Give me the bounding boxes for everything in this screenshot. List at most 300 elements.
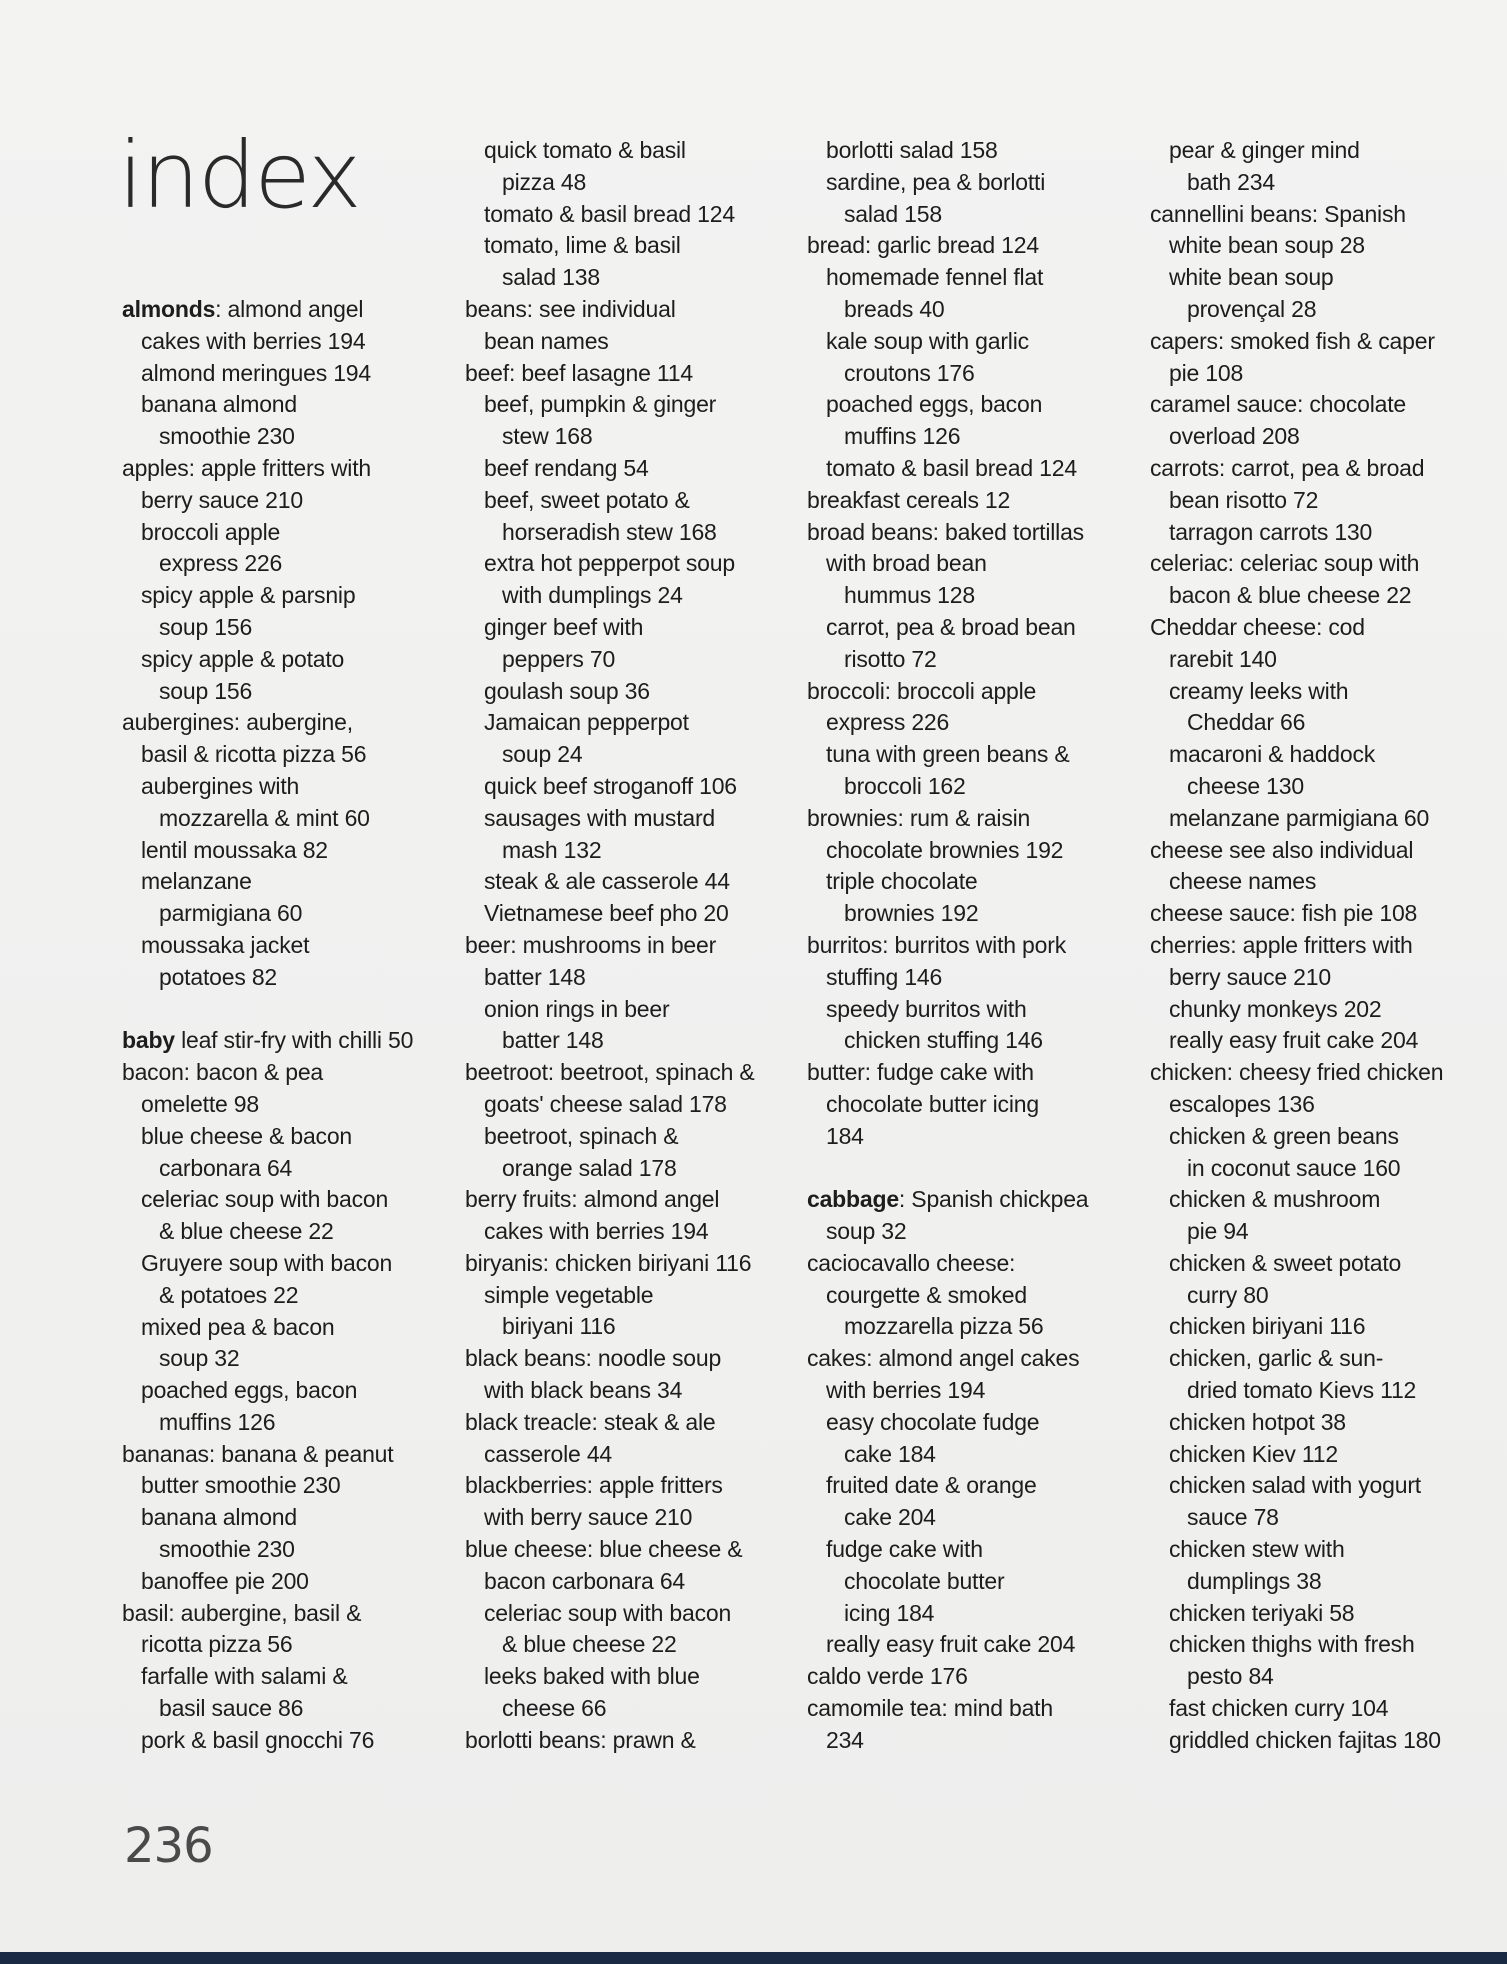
index-subentry [807, 739, 1137, 771]
index-subentry [465, 548, 795, 580]
entry-text: chicken stuffing 146 [844, 1027, 1043, 1054]
entry-text: quick beef stroganoff 106 [484, 772, 737, 799]
index-subentry [465, 389, 795, 421]
entry-text: chicken salad with yogurt [1169, 1472, 1421, 1499]
entry-text: chicken biriyani 116 [1169, 1313, 1366, 1340]
index-subentry [1150, 1661, 1480, 1693]
index-subentry [807, 1725, 1137, 1757]
index-subentry [807, 1439, 1137, 1471]
section-gap [122, 994, 452, 1026]
entry-text: stew 168 [502, 423, 593, 450]
entry-text: cherries: apple fritters with [1150, 931, 1413, 958]
entry-text: cheese 66 [502, 1695, 607, 1722]
index-subentry [122, 803, 452, 835]
index-subentry [465, 1280, 795, 1312]
entry-text: broad beans: baked tortillas [807, 518, 1084, 545]
entry-text: chicken thighs with fresh [1169, 1631, 1415, 1658]
index-subentry [122, 1184, 452, 1216]
index-subentry [807, 1121, 1137, 1153]
index-subentry [465, 1311, 795, 1343]
entry-text: icing 184 [844, 1599, 935, 1626]
index-subentry [465, 612, 795, 644]
index-subentry [1150, 421, 1480, 453]
entry-text: caramel sauce: chocolate [1150, 391, 1407, 418]
entry-text: Vietnamese beef pho 20 [484, 900, 729, 927]
index-subentry [122, 1343, 452, 1375]
entry-text: camomile tea: mind bath [807, 1695, 1053, 1722]
index-subentry [1150, 1343, 1480, 1375]
index-subentry [807, 1375, 1137, 1407]
entry-text: with dumplings 24 [502, 582, 683, 609]
index-subentry [122, 580, 452, 612]
index-subentry [1150, 262, 1480, 294]
index-subentry [465, 1375, 795, 1407]
index-subentry [465, 453, 795, 485]
section-keyword: baby [122, 1027, 175, 1054]
index-subentry [122, 517, 452, 549]
entry-text: sardine, pea & borlotti [826, 168, 1046, 195]
index-entry [465, 1057, 795, 1089]
entry-text: soup 156 [159, 677, 253, 704]
index-entry [807, 1693, 1137, 1725]
index-entry [465, 1248, 795, 1280]
entry-text: beef, sweet potato & [484, 486, 690, 513]
entry-text: escalopes 136 [1169, 1090, 1315, 1117]
entry-text: carrots: carrot, pea & broad [1150, 454, 1425, 481]
index-entry [122, 707, 452, 739]
entry-text: cakes with berries 194 [141, 327, 366, 354]
entry-text: basil sauce 86 [159, 1695, 304, 1722]
index-subentry [122, 1693, 452, 1725]
index-subentry [122, 1089, 452, 1121]
index-entry [807, 930, 1137, 962]
entry-text: poached eggs, bacon [826, 391, 1043, 418]
entry-text: sauce 78 [1187, 1504, 1279, 1531]
index-subentry [1150, 676, 1480, 708]
entry-text: bread: garlic bread 124 [807, 232, 1039, 259]
entry-text: beetroot, spinach & [484, 1122, 679, 1149]
index-entry [465, 1407, 795, 1439]
entry-text: macaroni & haddock [1169, 741, 1376, 768]
entry-text: mozzarella & mint 60 [159, 804, 370, 831]
entry-text: chocolate butter icing [826, 1090, 1039, 1117]
index-subentry [465, 803, 795, 835]
index-subentry [465, 580, 795, 612]
index-subentry [122, 1375, 452, 1407]
entry-text: Cheddar 66 [1187, 709, 1306, 736]
entry-text: with berry sauce 210 [484, 1504, 693, 1531]
entry-text: chicken teriyaki 58 [1169, 1599, 1355, 1626]
index-subentry [465, 1216, 795, 1248]
index-subentry [122, 676, 452, 708]
entry-text: tomato, lime & basil [484, 232, 681, 259]
index-entry [465, 930, 795, 962]
index-subentry [465, 1502, 795, 1534]
entry-text: chicken: cheesy fried chicken [1150, 1059, 1444, 1086]
entry-text: 184 [826, 1122, 864, 1149]
entry-text: chunky monkeys 202 [1169, 995, 1382, 1022]
entry-text: cake 184 [844, 1440, 936, 1467]
index-subentry [465, 421, 795, 453]
index-subentry [465, 771, 795, 803]
section-keyword: cabbage [807, 1186, 899, 1213]
entry-text: butter smoothie 230 [141, 1472, 341, 1499]
entry-text: dumplings 38 [1187, 1567, 1322, 1594]
entry-text: chicken hotpot 38 [1169, 1408, 1346, 1435]
index-subentry [1150, 771, 1480, 803]
index-subentry [465, 135, 795, 167]
index-subentry [1150, 1407, 1480, 1439]
entry-text: celeriac soup with bacon [484, 1599, 732, 1626]
index-subentry [465, 199, 795, 231]
entry-text: biriyani 116 [502, 1313, 616, 1340]
entry-text: easy chocolate fudge [826, 1408, 1040, 1435]
entry-text: banana almond [141, 1504, 297, 1531]
index-subentry [1150, 1534, 1480, 1566]
entry-text: beef, pumpkin & ginger [484, 391, 717, 418]
entry-text: speedy burritos with [826, 995, 1027, 1022]
index-entry [465, 294, 795, 326]
index-subentry [465, 962, 795, 994]
entry-text: chocolate butter [844, 1567, 1005, 1594]
index-column-2 [465, 135, 795, 1757]
index-subentry [1150, 1470, 1480, 1502]
entry-text: biryanis: chicken biriyani 116 [465, 1249, 752, 1276]
index-subentry [122, 1629, 452, 1661]
index-entry [122, 453, 452, 485]
entry-text: & blue cheese 22 [159, 1218, 334, 1245]
index-subentry [122, 962, 452, 994]
index-subentry [465, 1661, 795, 1693]
entry-text: borlotti salad 158 [826, 137, 998, 163]
entry-text: 234 [826, 1726, 864, 1753]
entry-text: steak & ale casserole 44 [484, 868, 730, 895]
entry-text: spicy apple & potato [141, 645, 345, 672]
entry-text: blackberries: apple fritters [465, 1472, 723, 1499]
index-subentry [465, 230, 795, 262]
index-subentry [807, 199, 1137, 231]
entry-text: pizza 48 [502, 168, 587, 195]
entry-text: extra hot pepperpot soup [484, 550, 735, 577]
index-subentry [807, 548, 1137, 580]
entry-text: casserole 44 [484, 1440, 613, 1467]
entry-text: bean risotto 72 [1169, 486, 1319, 513]
entry-text: cheese sauce: fish pie 108 [1150, 900, 1418, 927]
entry-text: broccoli 162 [844, 772, 966, 799]
index-subentry [1150, 1502, 1480, 1534]
index-entry [807, 517, 1137, 549]
entry-text: carrot, pea & broad bean [826, 613, 1076, 640]
entry-text: basil & ricotta pizza 56 [141, 741, 367, 768]
entry-text: basil: aubergine, basil & [122, 1599, 362, 1626]
entry-text: caldo verde 176 [807, 1663, 968, 1690]
entry-text: croutons 176 [844, 359, 975, 386]
entry-text: sausages with mustard [484, 804, 716, 831]
index-subentry [465, 1566, 795, 1598]
entry-text: kale soup with garlic [826, 327, 1029, 354]
index-subentry [807, 326, 1137, 358]
entry-text: with broad bean [826, 550, 987, 577]
entry-text: tuna with green beans & [826, 741, 1070, 768]
index-entry [807, 803, 1137, 835]
entry-text: capers: smoked fish & caper [1150, 327, 1435, 354]
index-subentry [1150, 1598, 1480, 1630]
index-subentry [807, 1311, 1137, 1343]
index-subentry [1150, 1693, 1480, 1725]
index-subentry [465, 517, 795, 549]
index-entry [807, 1057, 1137, 1089]
index-subentry [1150, 230, 1480, 262]
entry-text: farfalle with salami & [141, 1663, 348, 1690]
entry-text: griddled chicken fajitas 180 [1169, 1726, 1441, 1753]
index-subentry [807, 1216, 1137, 1248]
entry-text: in coconut sauce 160 [1187, 1154, 1401, 1181]
entry-text: curry 80 [1187, 1281, 1269, 1308]
index-subentry [465, 707, 795, 739]
index-entry [807, 1248, 1137, 1280]
entry-text: moussaka jacket [141, 931, 310, 958]
entry-text: provençal 28 [1187, 295, 1317, 322]
entry-text: horseradish stew 168 [502, 518, 717, 545]
entry-text: lentil moussaka 82 [141, 836, 328, 863]
entry-text: aubergines with [141, 772, 300, 799]
entry-text: beans: see individual [465, 295, 676, 322]
index-subentry [807, 644, 1137, 676]
index-entry [122, 294, 452, 326]
entry-text: potatoes 82 [159, 963, 278, 990]
index-subentry [465, 1121, 795, 1153]
entry-text: bacon & blue cheese 22 [1169, 582, 1412, 609]
entry-text: peppers 70 [502, 645, 616, 672]
index-subentry [1150, 1089, 1480, 1121]
entry-text: apples: apple fritters with [122, 454, 372, 481]
entry-text: black beans: noodle soup [465, 1345, 722, 1372]
entry-text: cheese see also individual [1150, 836, 1414, 863]
entry-text: breads 40 [844, 295, 945, 322]
entry-text: fast chicken curry 104 [1169, 1695, 1389, 1722]
index-subentry [807, 771, 1137, 803]
entry-text: pork & basil gnocchi 76 [141, 1726, 375, 1753]
entry-text: poached eggs, bacon [141, 1377, 358, 1404]
index-subentry [1150, 1216, 1480, 1248]
index-subentry [122, 866, 452, 898]
index-subentry [807, 389, 1137, 421]
index-subentry [807, 1598, 1137, 1630]
entry-text: cakes with berries 194 [484, 1218, 709, 1245]
entry-text: express 226 [159, 550, 283, 577]
index-subentry [465, 326, 795, 358]
entry-text: parmigiana 60 [159, 900, 303, 927]
entry-text: beetroot: beetroot, spinach & [465, 1059, 755, 1086]
index-subentry [1150, 803, 1480, 835]
entry-text: bananas: banana & peanut [122, 1440, 394, 1467]
index-entry [807, 1184, 1137, 1216]
index-subentry [807, 898, 1137, 930]
entry-text: bacon: bacon & pea [122, 1059, 324, 1086]
entry-text: pie 94 [1187, 1218, 1249, 1245]
entry-text: Jamaican pepperpot [484, 709, 689, 736]
index-subentry [1150, 167, 1480, 199]
entry-text: pie 108 [1169, 359, 1244, 386]
entry-text: mixed pea & bacon [141, 1313, 335, 1340]
entry-text: berry sauce 210 [1169, 963, 1331, 990]
index-subentry [122, 485, 452, 517]
entry-text: fruited date & orange [826, 1472, 1037, 1499]
index-subentry [465, 739, 795, 771]
entry-text: salad 138 [502, 264, 600, 291]
index-entry [122, 1598, 452, 1630]
entry-text: melanzane parmigiana 60 [1169, 804, 1430, 831]
entry-text: rarebit 140 [1169, 645, 1277, 672]
index-subentry [1150, 1121, 1480, 1153]
index-entry [1150, 199, 1480, 231]
entry-text: cheese names [1169, 868, 1317, 895]
entry-text: & blue cheese 22 [502, 1631, 677, 1658]
index-subentry [1150, 994, 1480, 1026]
index-subentry [1150, 517, 1480, 549]
index-subentry [122, 548, 452, 580]
index-subentry [122, 1502, 452, 1534]
entry-text: blue cheese: blue cheese & [465, 1536, 743, 1563]
entry-text: express 226 [826, 709, 950, 736]
index-subentry [807, 294, 1137, 326]
index-subentry [1150, 135, 1480, 167]
index-subentry [1150, 707, 1480, 739]
entry-text: bean names [484, 327, 609, 354]
index-entry [465, 1534, 795, 1566]
index-entry [122, 1057, 452, 1089]
entry-text: leeks baked with blue [484, 1663, 700, 1690]
index-entry [1150, 389, 1480, 421]
index-subentry [807, 1089, 1137, 1121]
index-subentry [1150, 358, 1480, 390]
index-subentry [807, 262, 1137, 294]
entry-text: chicken & green beans [1169, 1122, 1399, 1149]
index-subentry [122, 1566, 452, 1598]
entry-text: with berries 194 [826, 1377, 986, 1404]
entry-text: really easy fruit cake 204 [826, 1631, 1076, 1658]
page-edge-strip [0, 1952, 1507, 1964]
index-subentry [1150, 1025, 1480, 1057]
entry-text: bacon carbonara 64 [484, 1567, 685, 1594]
index-subentry [807, 1470, 1137, 1502]
entry-text: dried tomato Kievs 112 [1187, 1377, 1417, 1404]
entry-text: celeriac: celeriac soup with [1150, 550, 1420, 577]
index-subentry [122, 612, 452, 644]
entry-text: courgette & smoked [826, 1281, 1027, 1308]
entry-text: fudge cake with [826, 1536, 983, 1563]
entry-text: orange salad 178 [502, 1154, 677, 1181]
entry-text: : Spanish chickpea [898, 1186, 1089, 1213]
index-subentry [465, 676, 795, 708]
index-subentry [1150, 644, 1480, 676]
index-subentry [465, 1439, 795, 1471]
index-subentry [122, 358, 452, 390]
index-subentry [1150, 962, 1480, 994]
index-entry [465, 358, 795, 390]
entry-text: with black beans 34 [484, 1377, 683, 1404]
index-subentry [807, 135, 1137, 167]
entry-text: chocolate brownies 192 [826, 836, 1064, 863]
index-column-4 [1150, 135, 1480, 1757]
index-subentry [122, 930, 452, 962]
index-subentry [807, 994, 1137, 1026]
index-subentry [1150, 580, 1480, 612]
index-subentry [122, 739, 452, 771]
entry-text: celeriac soup with bacon [141, 1186, 389, 1213]
index-entry [807, 485, 1137, 517]
entry-text: cake 204 [844, 1504, 936, 1531]
entry-text: beef rendang 54 [484, 454, 649, 481]
entry-text: risotto 72 [844, 645, 937, 672]
index-subentry [807, 1502, 1137, 1534]
index-subentry [1150, 1153, 1480, 1185]
index-column-1 [122, 294, 452, 1757]
index-subentry [807, 612, 1137, 644]
entry-text: smoothie 230 [159, 423, 295, 450]
index-subentry [122, 835, 452, 867]
entry-text: : almond angel [215, 296, 364, 322]
entry-text: ricotta pizza 56 [141, 1631, 293, 1658]
entry-text: beef: beef lasagne 114 [465, 359, 693, 386]
index-subentry [465, 898, 795, 930]
entry-text: soup 32 [826, 1218, 907, 1245]
entry-text: banoffee pie 200 [141, 1567, 309, 1594]
entry-text: soup 24 [502, 741, 583, 768]
entry-text: pesto 84 [1187, 1663, 1274, 1690]
entry-text: brownies: rum & raisin [807, 804, 1031, 831]
entry-text: leaf stir-fry with chilli 50 [174, 1027, 414, 1054]
index-entry [1150, 1057, 1480, 1089]
entry-text: broccoli: broccoli apple [807, 677, 1037, 704]
entry-text: goulash soup 36 [484, 677, 650, 704]
entry-text: white bean soup 28 [1169, 232, 1365, 259]
index-subentry [1150, 1248, 1480, 1280]
index-subentry [807, 707, 1137, 739]
index-subentry [465, 485, 795, 517]
section-gap [807, 1153, 1137, 1185]
index-subentry [465, 1629, 795, 1661]
entry-text: onion rings in beer [484, 995, 670, 1022]
entry-text: stuffing 146 [826, 963, 943, 990]
index-subentry [1150, 294, 1480, 326]
index-subentry [465, 1598, 795, 1630]
index-subentry [122, 1534, 452, 1566]
index-column-3 [807, 135, 1137, 1757]
entry-text: butter: fudge cake with [807, 1059, 1034, 1086]
index-entry [1150, 835, 1480, 867]
index-subentry [465, 167, 795, 199]
index-entry [807, 1343, 1137, 1375]
entry-text: tarragon carrots 130 [1169, 518, 1373, 545]
entry-text: soup 156 [159, 613, 253, 640]
index-entry [1150, 453, 1480, 485]
index-subentry [465, 994, 795, 1026]
index-subentry [122, 898, 452, 930]
index-subentry [122, 1470, 452, 1502]
index-subentry [465, 835, 795, 867]
index-entry [1150, 612, 1480, 644]
entry-text: chicken & mushroom [1169, 1186, 1381, 1213]
entry-text: melanzane [141, 868, 252, 895]
index-subentry [807, 1534, 1137, 1566]
index-subentry [465, 1693, 795, 1725]
entry-text: really easy fruit cake 204 [1169, 1027, 1419, 1054]
entry-text: breakfast cereals 12 [807, 486, 1011, 513]
index-subentry [1150, 485, 1480, 517]
index-subentry [1150, 1375, 1480, 1407]
index-subentry [1150, 1280, 1480, 1312]
